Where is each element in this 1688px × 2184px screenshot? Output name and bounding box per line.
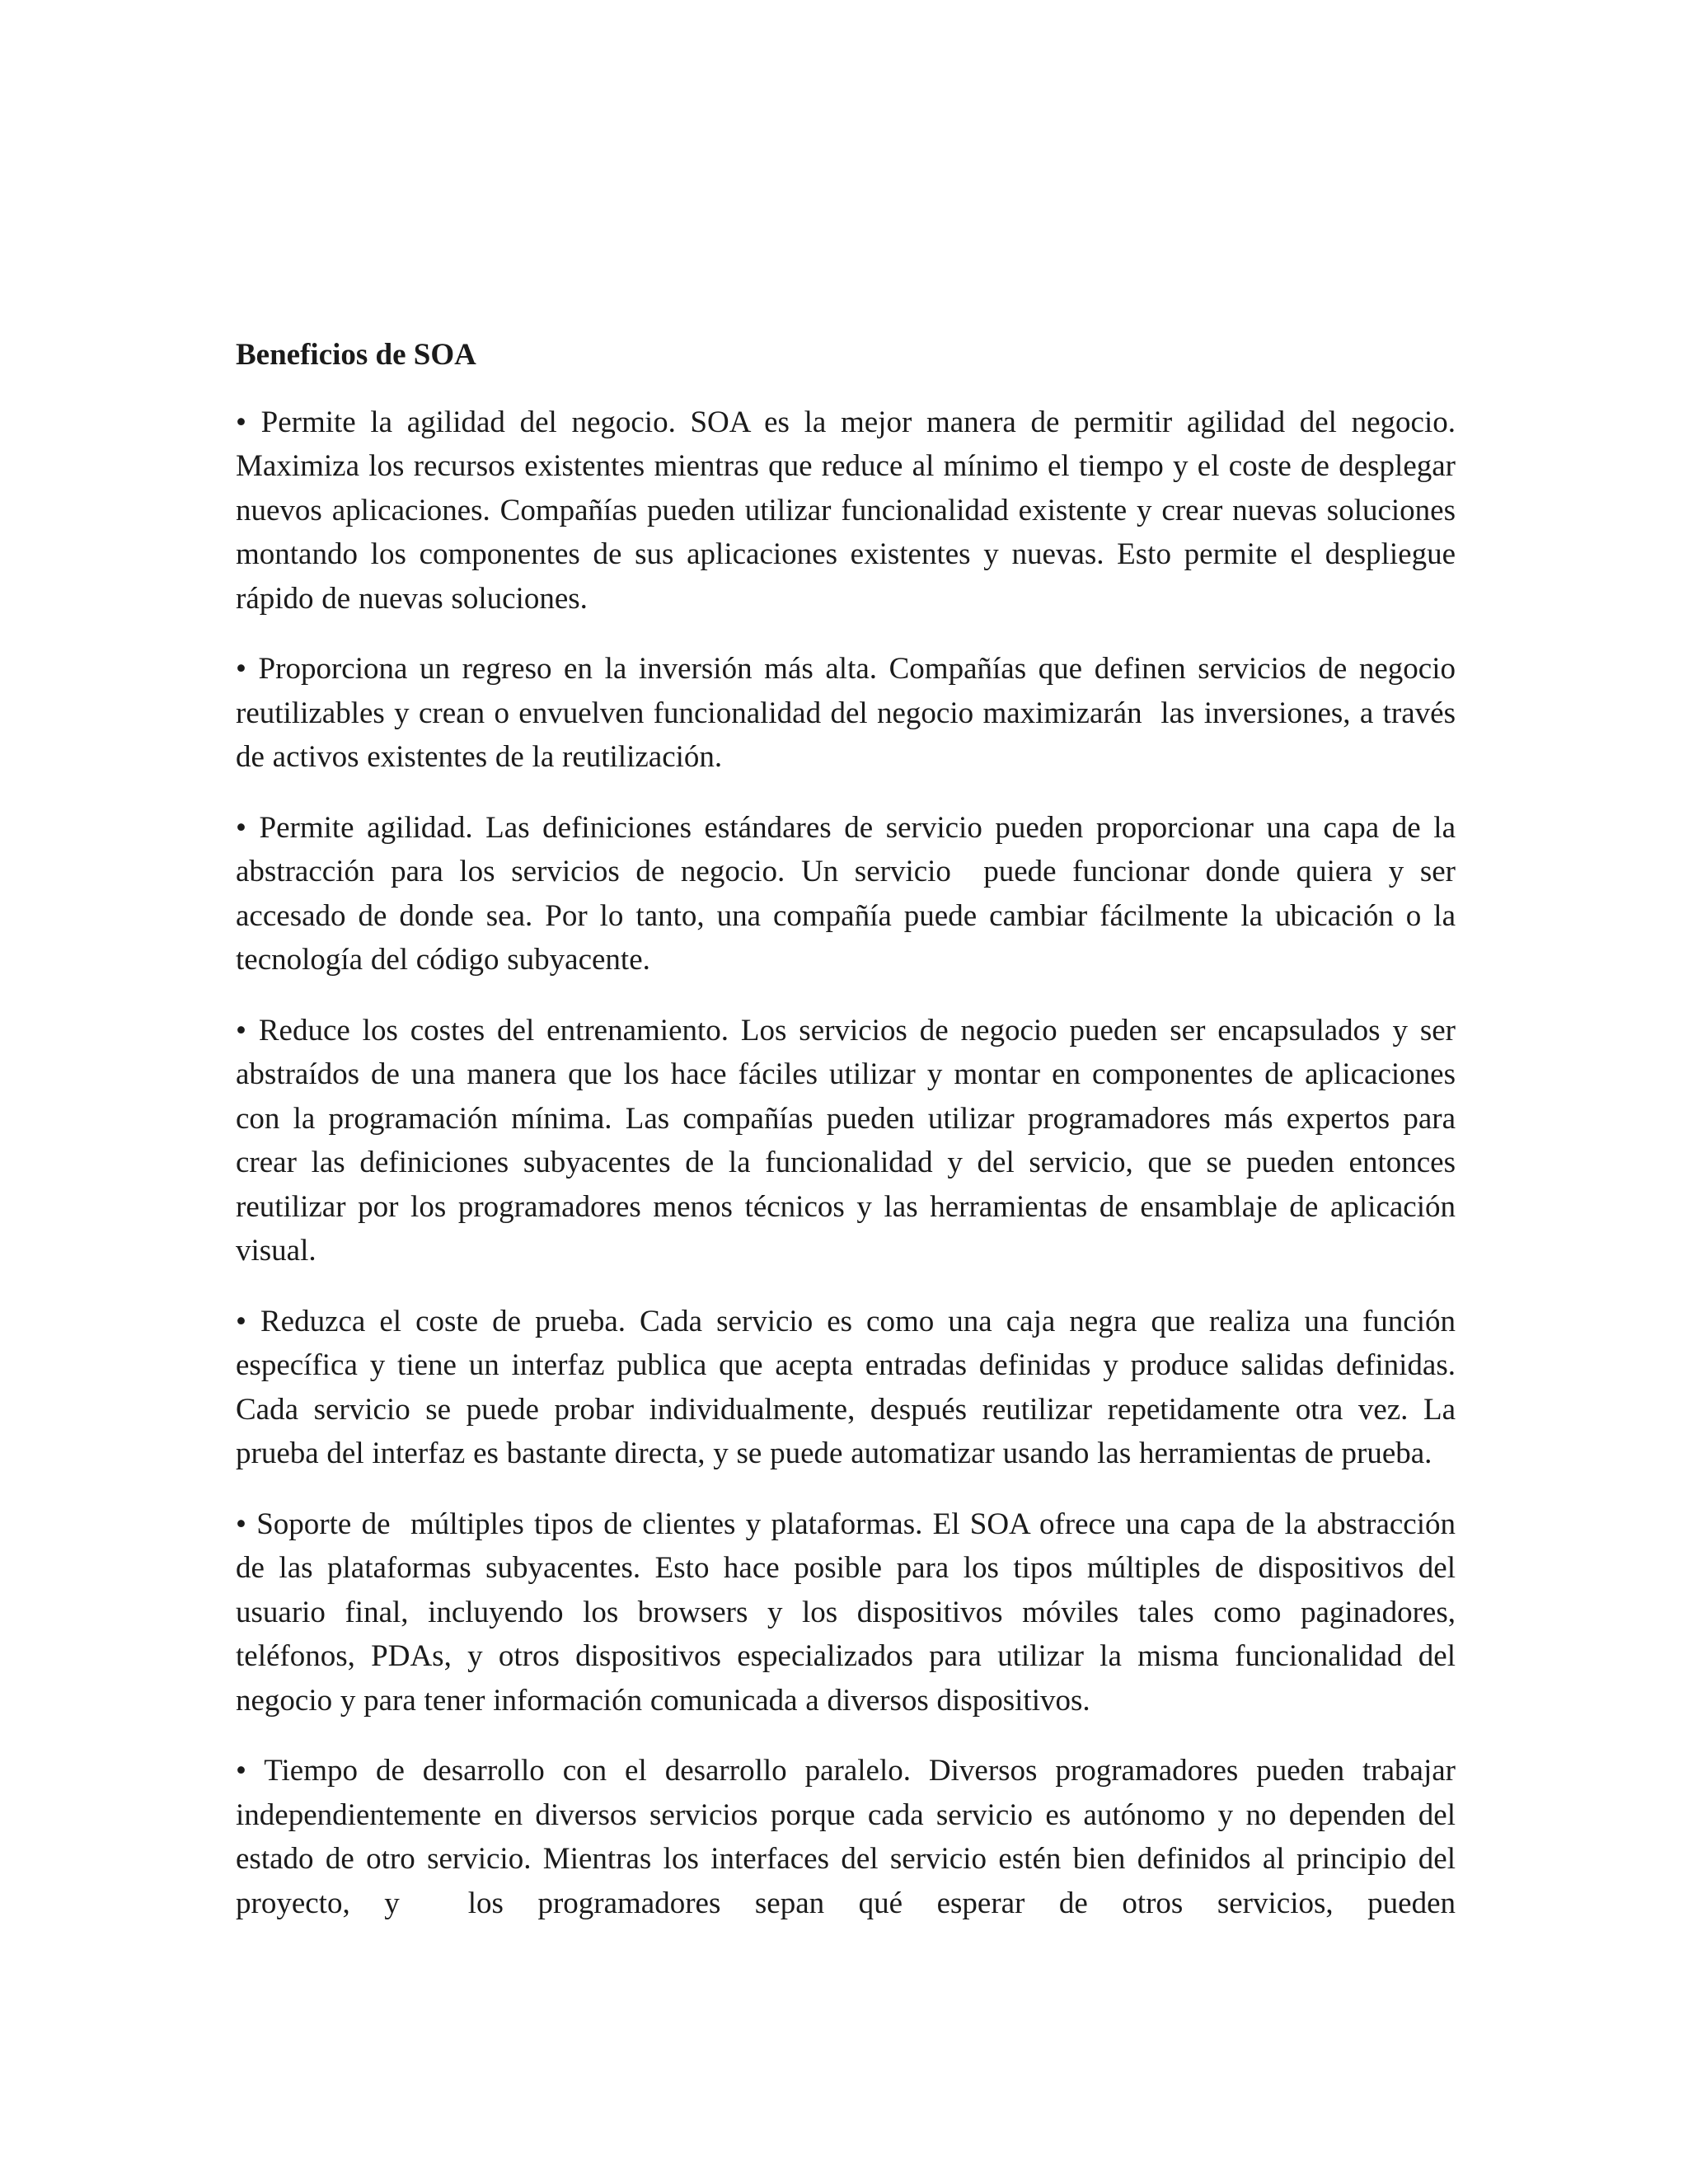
paragraph-entrenamiento: • Reduce los costes del entrenamiento. Los servicios de negocio pueden ser encapsulados y ser abstraídos de una manera que los hace fáciles utilizar y montar en componentes de aplicaciones con la programación mínima. Las compañías pueden utilizar programadores más expertos para crear las definiciones subyacentes de la funcionalidad y del servicio, que se pueden entonces reutilizar por los programadores menos técnicos y las herramientas de ensamblaje de aplicación visual. bbox=[236, 1013, 1464, 1268]
paragraph-inversion: • Proporciona un regreso en la inversión más alta. Compañías que definen servicios de negocio reutilizables y crean o envuelven funcionalidad del negocio maximizarán las inversiones, a través de activos existentes de la reutilización. bbox=[236, 652, 1464, 774]
paragraph-prueba: • Reduzca el coste de prueba. Cada servicio es como una caja negra que realiza una función específica y tiene un interfaz publica que acepta entradas definidas y produce salidas definidas. Cada servicio se puede probar individualmente, después reutilizar repetidamente otra vez. La prueba del interfaz es bastante directa, y se puede automatizar usando las herramientas de prueba. bbox=[236, 1304, 1464, 1470]
document-body bbox=[236, 333, 1464, 1925]
paragraph-desarrollo-paralelo: • Tiempo de desarrollo con el desarrollo paralelo. Diversos programadores pueden trabajar independientemente en diversos servicios porque cada servicio es autónomo y no dependen del estado de otro servicio. Mientras los interfaces del servicio estén bien definidos al principio del proyecto, y los programadores sepan qué esperar de otros servicios, pueden bbox=[236, 1754, 1464, 1920]
document-title: Beneficios de SOA bbox=[236, 338, 476, 372]
paragraph-clientes-plataformas: • Soporte de múltiples tipos de clientes y plataformas. El SOA ofrece una capa de la abstracción de las plataformas subyacentes. Esto hace posible para los tipos múltiples de dispositivos del usuario final, incluyendo los browsers y los dispositivos móviles tales como paginadores, teléfonos, PDAs, y otros dispositivos especializados para utilizar la misma funcionalidad del negocio y para tener información comunicada a diversos dispositivos. bbox=[236, 1507, 1464, 1718]
paragraph-agilidad: • Permite agilidad. Las definiciones estándares de servicio pueden proporcionar una capa de la abstracción para los servicios de negocio. Un servicio puede funcionar donde quiera y ser accesado de donde sea. Por lo tanto, una compañía puede cambiar fácilmente la ubicación o la tecnología del código subyacente. bbox=[236, 810, 1464, 977]
paragraph-agilidad-negocio: • Permite la agilidad del negocio. SOA es la mejor manera de permitir agilidad del negocio. Maximiza los recursos existentes mientras que reduce al mínimo el tiempo y el coste de desplegar nuevos aplicaciones. Compañías pueden utilizar funcionalidad existente y crear nuevas soluciones montando los componentes de sus aplicaciones existentes y nuevas. Esto permite el despliegue rápido de nuevas soluciones. bbox=[236, 405, 1464, 616]
